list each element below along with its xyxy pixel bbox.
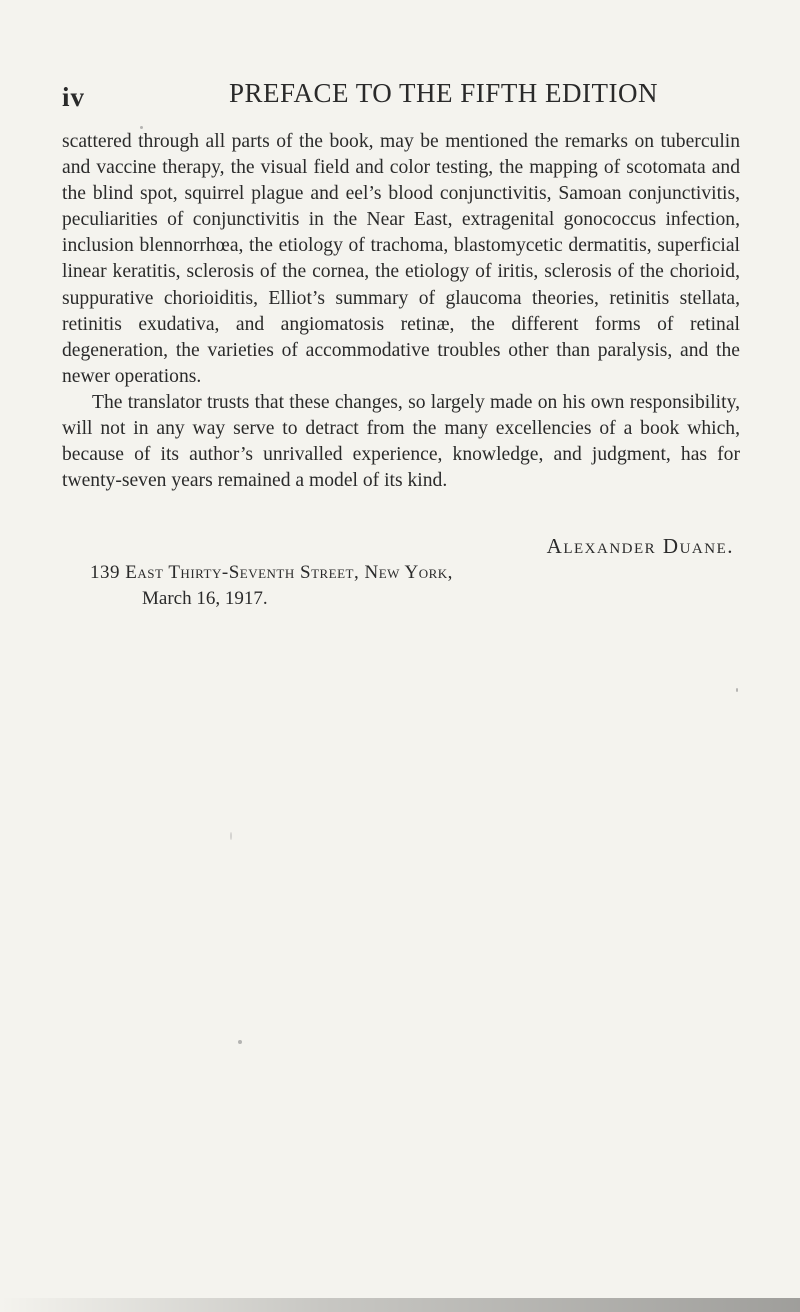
paragraph-1: scattered through all parts of the book, may be mentioned the remarks on tuberculin and vaccine therapy, the visual field and color testing, the mapping of scotomata and the blind spot, squirrel plague and eel’s blood conjunctivitis, Samoan conjunctivitis, peculiarities of conjunctivitis in the Near East, extragenital gonococcus infection, inclusion blennorrhœa, the etiology of trachoma, blastomycetic dermatitis, superficial linear keratitis, sclerosis of the cornea, the etiology of iritis, sclerosis of the chorioid, suppurative chorioiditis, Elliot’s summary of glaucoma theories, retinitis stellata, retinitis exudativa, and angiomatosis retinæ, the different forms of retinal degeneration, the varieties of accommodative troubles other than paralysis, and the newer operations. [62, 131, 740, 387]
paper-speck [238, 1040, 242, 1044]
page-edge-shadow [0, 1298, 800, 1312]
paragraph-2: The translator trusts that these changes, so largely made on his own responsibility, will not in any way serve to detract from the many excellencies of a book which, because of its author’s unrivalled experience, knowledge, and judgment, has for twenty-seven years remained a model of its kind. [62, 391, 740, 492]
paper-speck [230, 832, 232, 840]
page-title: PREFACE TO THE FIFTH EDITION [229, 78, 659, 108]
page-number: iv [62, 82, 86, 112]
running-head [62, 78, 742, 118]
paper-speck [140, 126, 143, 129]
body-text [62, 129, 740, 494]
signature: Alexander Duane. [546, 534, 734, 558]
address-block [90, 560, 453, 612]
street-address: 139 East Thirty-Seventh Street, New York, [90, 562, 453, 583]
date-line: March 16, 1917. [142, 588, 268, 609]
paper-speck [736, 688, 738, 692]
